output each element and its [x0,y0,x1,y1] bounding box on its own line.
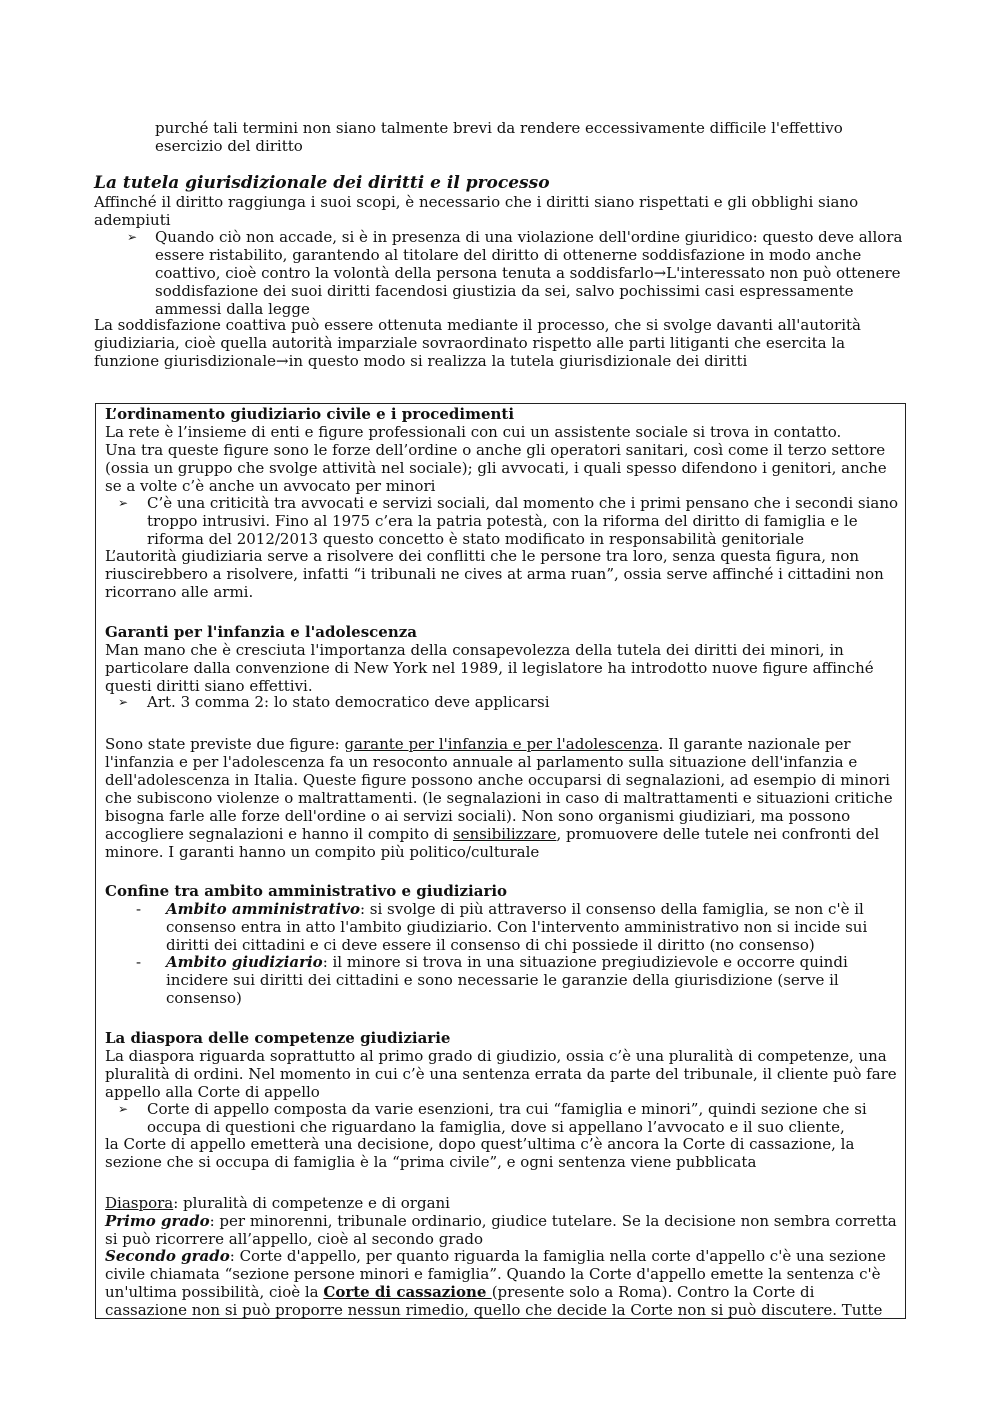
box-section-title: Confine tra ambito amministrativo e giudiziario [105,882,508,900]
arrow-bullet-icon: ➢ [127,230,138,244]
box-section-title: La diaspora delle competenze giudiziarie [105,1029,451,1047]
paragraph: La soddisfazione coattiva può essere ottenuta mediante il processo, che si svolge davanti all'autorità giudiziaria, cioè quella autorità imparziale sovraordinato rispetto alle parti litiganti che esercita la funzione giurisdizionale→in questo modo si realizza la tutela giurisdizionale dei diritti [94,316,861,370]
box-section-title: L’ordinamento giudiziario civile e i procedimenti [105,405,515,423]
arrow-bullet-icon: ➢ [118,496,129,510]
paragraph: La diaspora riguarda soprattutto al primo grado di giudizio, ossia c’è una pluralità di competenze, una pluralità di ordini. Nel momento in cui c’è una sentenza errata da parte del tribunale, il cliente può fare appello alla Corte di appello [105,1047,897,1101]
paragraph: L’autorità giudiziaria serve a risolvere dei conflitti che le persone tra loro, senza questa figura, non riuscirebbero a risolvere, infatti “i tribunali ne cives at arma ruan”, ossia serve affinché i cittadini non ricorrano alle armi. [105,547,884,601]
paragraph: La rete è l’insieme di enti e figure professionali con cui un assistente sociale si trova in contatto. [105,423,842,441]
arrow-bullet-icon: ➢ [118,1102,129,1116]
content-box [95,403,906,1319]
paragraph: Secondo grado: Corte d'appello, per quanto riguarda la famiglia nella corte d'appello c'è una sezione civile chiamata “sezione persone minori e famiglia”. Quando la Corte d'appello emette la sentenza c'è un'ultima possibilità, cioè la Corte di cassazione (presente solo a Roma). Contro la Corte di cassazione non si può proporre nessun rimedio, quello che decide la Corte non si può discutere. Tutte [105,1247,886,1319]
bullet-text: Corte di appello composta da varie esenzioni, tra cui “famiglia e minori”, quindi sezione che si occupa di questioni che riguardano la famiglia, dove si appellano l’avvocato e il suo cliente, [147,1100,867,1136]
paragraph: Diaspora: pluralità di competenze e di organi [105,1194,450,1212]
paragraph: Man mano che è cresciuta l'importanza della consapevolezza della tutela dei diritti dei minori, in particolare dalla convenzione di New York nel 1989, il legislatore ha introdotto nuove figure affinché questi diritti siano effettivi. [105,641,874,695]
section-heading: La tutela giurisdizionale dei diritti e il processo [94,173,550,193]
definition-item: Ambito giudiziario: il minore si trova in una situazione pregiudizievole e occorre quindi incidere sui diritti dei cittadini e sono necessarie le garanzie della giurisdizione (serve il consenso) [166,953,848,1007]
paragraph: la Corte di appello emetterà una decisione, dopo quest’ultima c’è ancora la Corte di cassazione, la sezione che si occupa di famiglia è la “prima civile”, e ogni sentenza viene pubblicata [105,1135,855,1171]
bullet-text: C’è una criticità tra avvocati e servizi sociali, dal momento che i primi pensano che i secondi siano troppo intrusivi. Fino al 1975 c’era la patria potestà, con la riforma del diritto di famiglia e le riforma del 2012/2013 questo concetto è stato modificato in responsabilità genitoriale [147,494,899,548]
definition-item: Ambito amministrativo: si svolge di più attraverso il consenso della famiglia, se non c'è il consenso entra in atto l'ambito giudiziario. Con l'intervento amministrativo non si incide sui diritti dei cittadini e ci deve essere il consenso di chi possiede il diritto (no consenso) [166,900,868,954]
arrow-bullet-icon: ➢ [118,695,129,709]
paragraph: Sono state previste due figure: garante per l'infanzia e per l'adolescenza. Il garante nazionale per l'infanzia e per l'adolescenza fa un resoconto annuale al parlamento sulla situazione dell'infanzia e dell'adolescenza in Italia. Queste figure possono anche occuparsi di segnalazioni, ad esempio di minori che subiscono violenze o maltrattamenti. (le segnalazioni in caso di maltrattamenti e situazioni critiche bisogna farle alle forze dell'ordine o ai servizi sociali). Non sono organismi giudiziari, ma possono accogliere segnalazioni e hanno il compito di sensibilizzare, promuovere delle tutele nei confronti del minore. I garanti hanno un compito più politico/culturale [105,735,893,861]
paragraph: Affinché il diritto raggiunga i suoi scopi, è necessario che i diritti siano rispettati e gli obblighi siano adempiuti [94,193,859,229]
paragraph: Una tra queste figure sono le forze dell’ordine o anche gli operatori sanitari, così come il terzo settore (ossia un gruppo che svolge attività nel sociale); gli avvocati, i quali spesso difendono i genitori, anche se a volte c’è anche un avvocato per minori [105,441,887,495]
bullet-text: Quando ciò non accade, si è in presenza di una violazione dell'ordine giuridico: questo deve allora essere ristabilito, garantendo al titolare del diritto di ottenerne soddisfazione in modo anche coattivo, cioè contro la volontà della persona tenuta a soddisfarlo→L'interessato non può ottenere soddisfazione dei suoi diritti facendosi giustizia da sei, salvo pochissimi casi espressamente ammessi dalla legge [155,228,903,318]
dash-bullet-icon: - [136,900,142,918]
bullet-text: Art. 3 comma 2: lo stato democratico deve applicarsi [147,693,550,711]
continued-paragraph: purché tali termini non siano talmente brevi da rendere eccessivamente difficile l'effettivo esercizio del diritto [155,119,843,155]
dash-bullet-icon: - [136,953,142,971]
paragraph: Primo grado: per minorenni, tribunale ordinario, giudice tutelare. Se la decisione non sembra corretta si può ricorrere all’appello, cioè al secondo grado [105,1212,897,1248]
box-section-title: Garanti per l'infanzia e l'adolescenza [105,623,417,641]
